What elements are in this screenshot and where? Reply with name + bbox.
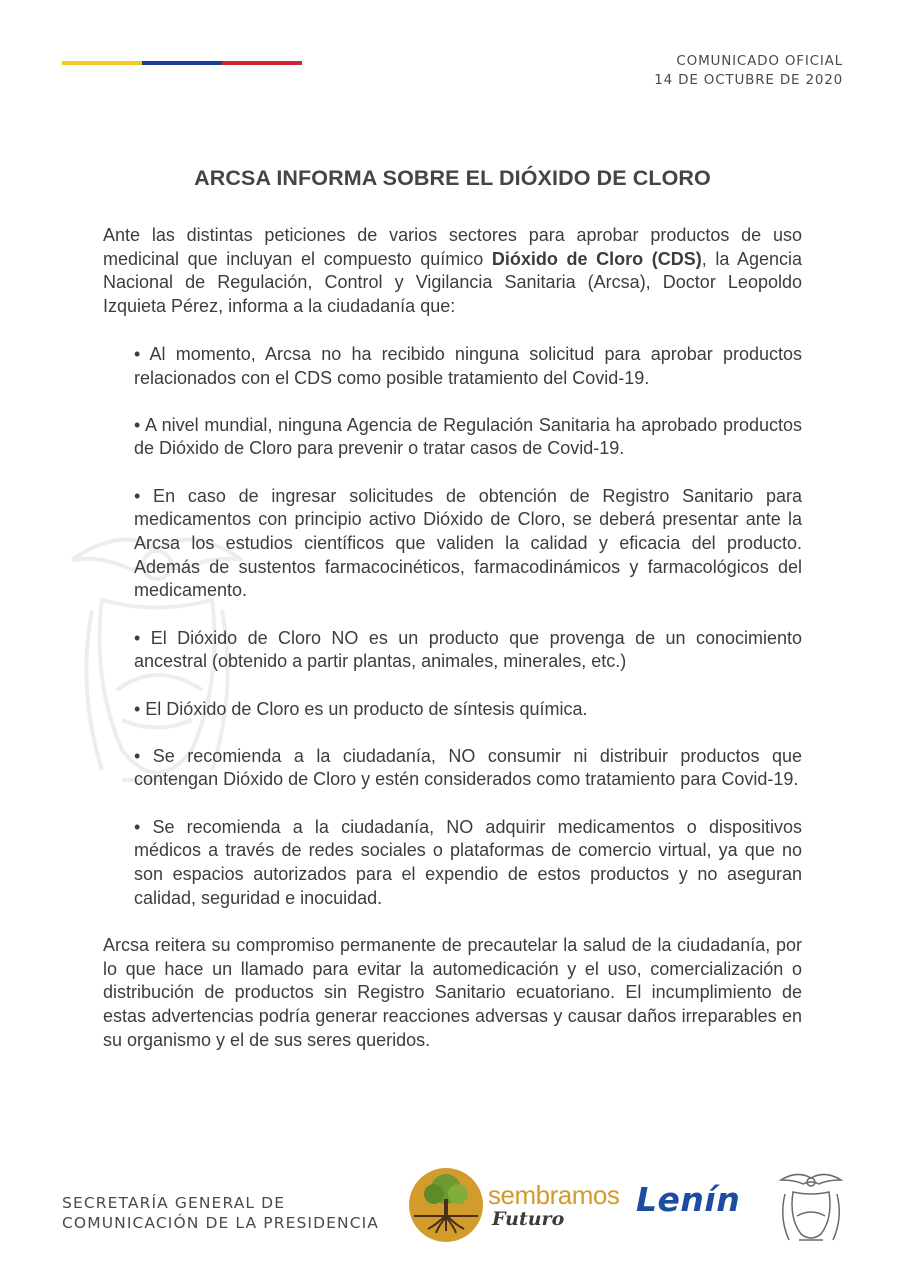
- bullet-item: • El Dióxido de Cloro NO es un producto que provenga de un conocimiento ancestral (obtenido a partir plantas, animales, minerales, etc.): [134, 627, 802, 672]
- lenin-logo: Lenín: [636, 1180, 741, 1219]
- document-title: ARCSA INFORMA SOBRE EL DIÓXIDO DE CLORO: [194, 166, 711, 190]
- footer-secretaria: [62, 1193, 379, 1233]
- footer-line-1: SECRETARÍA GENERAL DE: [62, 1194, 286, 1212]
- footer-line-2: COMUNICACIÓN DE LA PRESIDENCIA: [62, 1214, 379, 1232]
- coat-of-arms-icon: [775, 1168, 847, 1246]
- bullet-item: • Se recomienda a la ciudadanía, NO consumir ni distribuir productos que contengan Dióxido de Cloro y estén considerados como tratamiento para Covid-19.: [134, 745, 802, 790]
- bullet-item: • El Dióxido de Cloro es un producto de síntesis química.: [134, 698, 588, 719]
- closing-paragraph: Arcsa reitera su compromiso permanente de precautelar la salud de la ciudadanía, por lo que hace un llamado para evitar la automedicación y el uso, comercialización o distribución de productos sin Registro Sanitario ecuatoriano. El incumplimiento de estas advertencias podría generar reacciones adversas y causar daños irreparables en su organismo y el de sus seres queridos.: [103, 934, 802, 1050]
- comunicado-header: [654, 52, 843, 90]
- flag-blue-segment: [142, 61, 222, 65]
- bullet-item: • Al momento, Arcsa no ha recibido ninguna solicitud para aprobar productos relacionados con el CDS como posible tratamiento del Covid-19.: [134, 343, 802, 388]
- futuro-wordmark: Futuro: [492, 1208, 565, 1230]
- intro-text: Ante las distintas peticiones de varios sectores para aprobar productos de uso medicinal que incluyan el compuesto químico: [103, 225, 802, 269]
- comunicado-date: 14 DE OCTUBRE DE 2020: [654, 72, 843, 88]
- intro-text-end: , la Agencia Nacional de Regulación, Control y Vigilancia Sanitaria (Arcsa), Doctor Leopoldo Izquieta Pérez, informa a la ciudadanía que:: [103, 248, 802, 317]
- intro-bold-compound: Dióxido de Cloro (CDS): [491, 248, 702, 269]
- tree-logo-icon: [408, 1167, 484, 1243]
- document-body: [103, 224, 802, 1052]
- flag-color-bar: [62, 61, 302, 65]
- flag-red-segment: [222, 61, 302, 65]
- bullet-item: • A nivel mundial, ninguna Agencia de Regulación Sanitaria ha aprobado productos de Dióxido de Cloro para prevenir o tratar casos de Covid-19.: [134, 414, 802, 459]
- comunicado-label: COMUNICADO OFICIAL: [676, 53, 843, 69]
- bullet-item: • En caso de ingresar solicitudes de obtención de Registro Sanitario para medicamentos con principio activo Dióxido de Cloro, se deberá presentar ante la Arcsa los estudios científicos que validen la calidad y eficacia del producto. Además de sustentos farmacocinéticos, farmacodinámicos y farmacológicos del medicamento.: [134, 485, 802, 601]
- bullet-item: • Se recomienda a la ciudadanía, NO adquirir medicamentos o dispositivos médicos a través de redes sociales o plataformas de comercio virtual, ya que no son espacios autorizados para el expendio de estos productos y no aseguran calidad, seguridad e inocuidad.: [134, 816, 802, 908]
- bullet-list: [134, 343, 802, 911]
- intro-paragraph: [103, 224, 802, 319]
- flag-yellow-segment: [62, 61, 142, 65]
- sembramos-wordmark: sembramos: [488, 1180, 620, 1210]
